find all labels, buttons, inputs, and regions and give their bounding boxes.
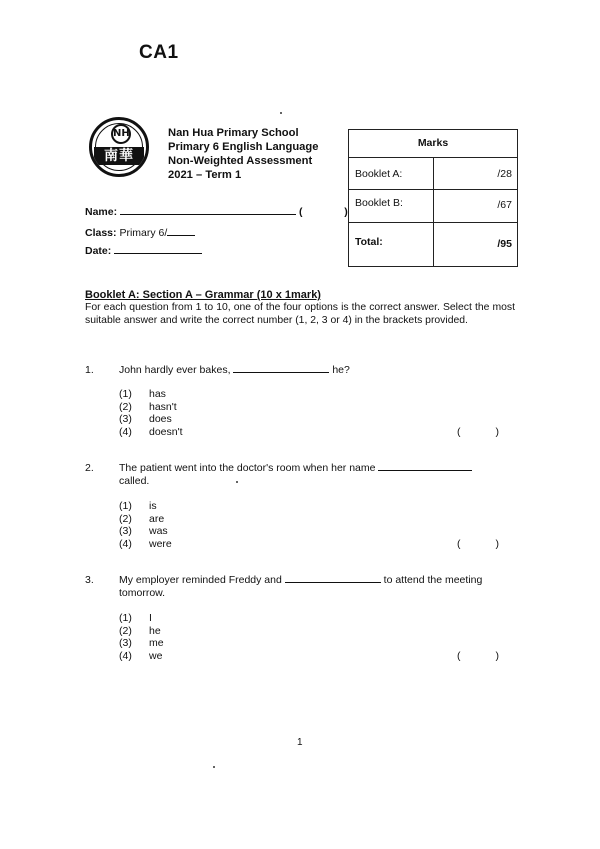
date-field-row [85,245,202,257]
class-input-line[interactable] [167,235,195,236]
option-list [119,612,164,662]
logo-monogram: NH [111,124,131,144]
answer-blank [285,582,381,583]
scan-speck [280,112,282,114]
booklet-b-label: Booklet B: [355,197,403,209]
answer-blank [233,372,329,373]
class-field-row [85,227,195,239]
option-item: (3) does [119,413,172,425]
section-title: Booklet A: Section A – Grammar (10 x 1mark) [85,289,321,301]
booklet-a-label: Booklet A: [355,168,403,180]
scan-speck [213,766,215,768]
question-number: 1. [85,364,94,376]
logo-chinese-name: 南華 [94,147,144,165]
question-text [119,462,514,488]
option-item: (3) me [119,637,164,649]
option-item: (2) hasn't [119,400,177,413]
name-input-line[interactable] [120,214,296,215]
option-list [119,388,183,438]
name-label: Name: [85,206,118,218]
option-item: (4) were [119,537,172,550]
question-text-after: called. [119,475,150,487]
page-number: 1 [297,737,303,748]
question-text-before: My employer reminded Freddy and [119,574,282,586]
marks-table-title: Marks [417,137,449,149]
option-item: (4) we [119,649,163,662]
option-item: (1) is [119,500,157,512]
option-item: (2) are [119,512,165,525]
question-text [119,364,514,377]
question-text-before: John hardly ever bakes, [119,364,231,376]
total-label: Total: [355,236,383,248]
question-number: 2. [85,462,94,474]
option-item: (4) doesn't [119,425,183,438]
term-label: 2021 – Term 1 [168,169,242,181]
document-header-tag: CA1 [139,42,179,63]
class-label: Class: [85,227,117,239]
booklet-b-total: /67 [497,199,512,211]
section-instructions: For each question from 1 to 10, one of the four options is the correct answer. Select the most suitable answer and write the correct number (1, 2, 3 or 4) in the brackets provided. [85,302,515,326]
option-item: (1) I [119,612,152,624]
marks-divider [349,189,517,190]
name-register-close: ) [344,206,348,218]
option-item: (3) was [119,525,168,537]
question-text-after: he? [332,364,350,376]
marks-divider [349,222,517,223]
school-logo [89,117,149,177]
assessment-type: Non-Weighted Assessment [168,155,313,167]
option-item: (1) has [119,388,166,400]
class-value: Primary 6/ [119,227,168,239]
question-text-before: The patient went into the doctor's room when her name [119,462,376,474]
answer-bracket[interactable]: ( ) [457,650,499,662]
subject-title: Primary 6 English Language [168,141,319,153]
question-text [119,574,509,600]
option-item: (2) he [119,624,161,637]
option-list [119,500,172,550]
booklet-a-total: /28 [497,168,512,180]
question-text-after: to attend the meeting tomorrow. [119,574,483,599]
date-input-line[interactable] [114,253,202,254]
school-info [168,126,318,182]
name-field-row [85,206,348,218]
answer-bracket[interactable]: ( ) [457,426,499,438]
name-register-open: ( [298,206,303,218]
scan-speck [236,481,238,483]
answer-bracket[interactable]: ( ) [457,538,499,550]
date-label: Date: [85,245,112,257]
answer-blank [378,470,472,471]
marks-column-divider [433,157,434,266]
marks-table [348,129,518,267]
total-marks: /95 [497,238,512,250]
question-number: 3. [85,574,94,586]
school-name: Nan Hua Primary School [168,127,299,139]
